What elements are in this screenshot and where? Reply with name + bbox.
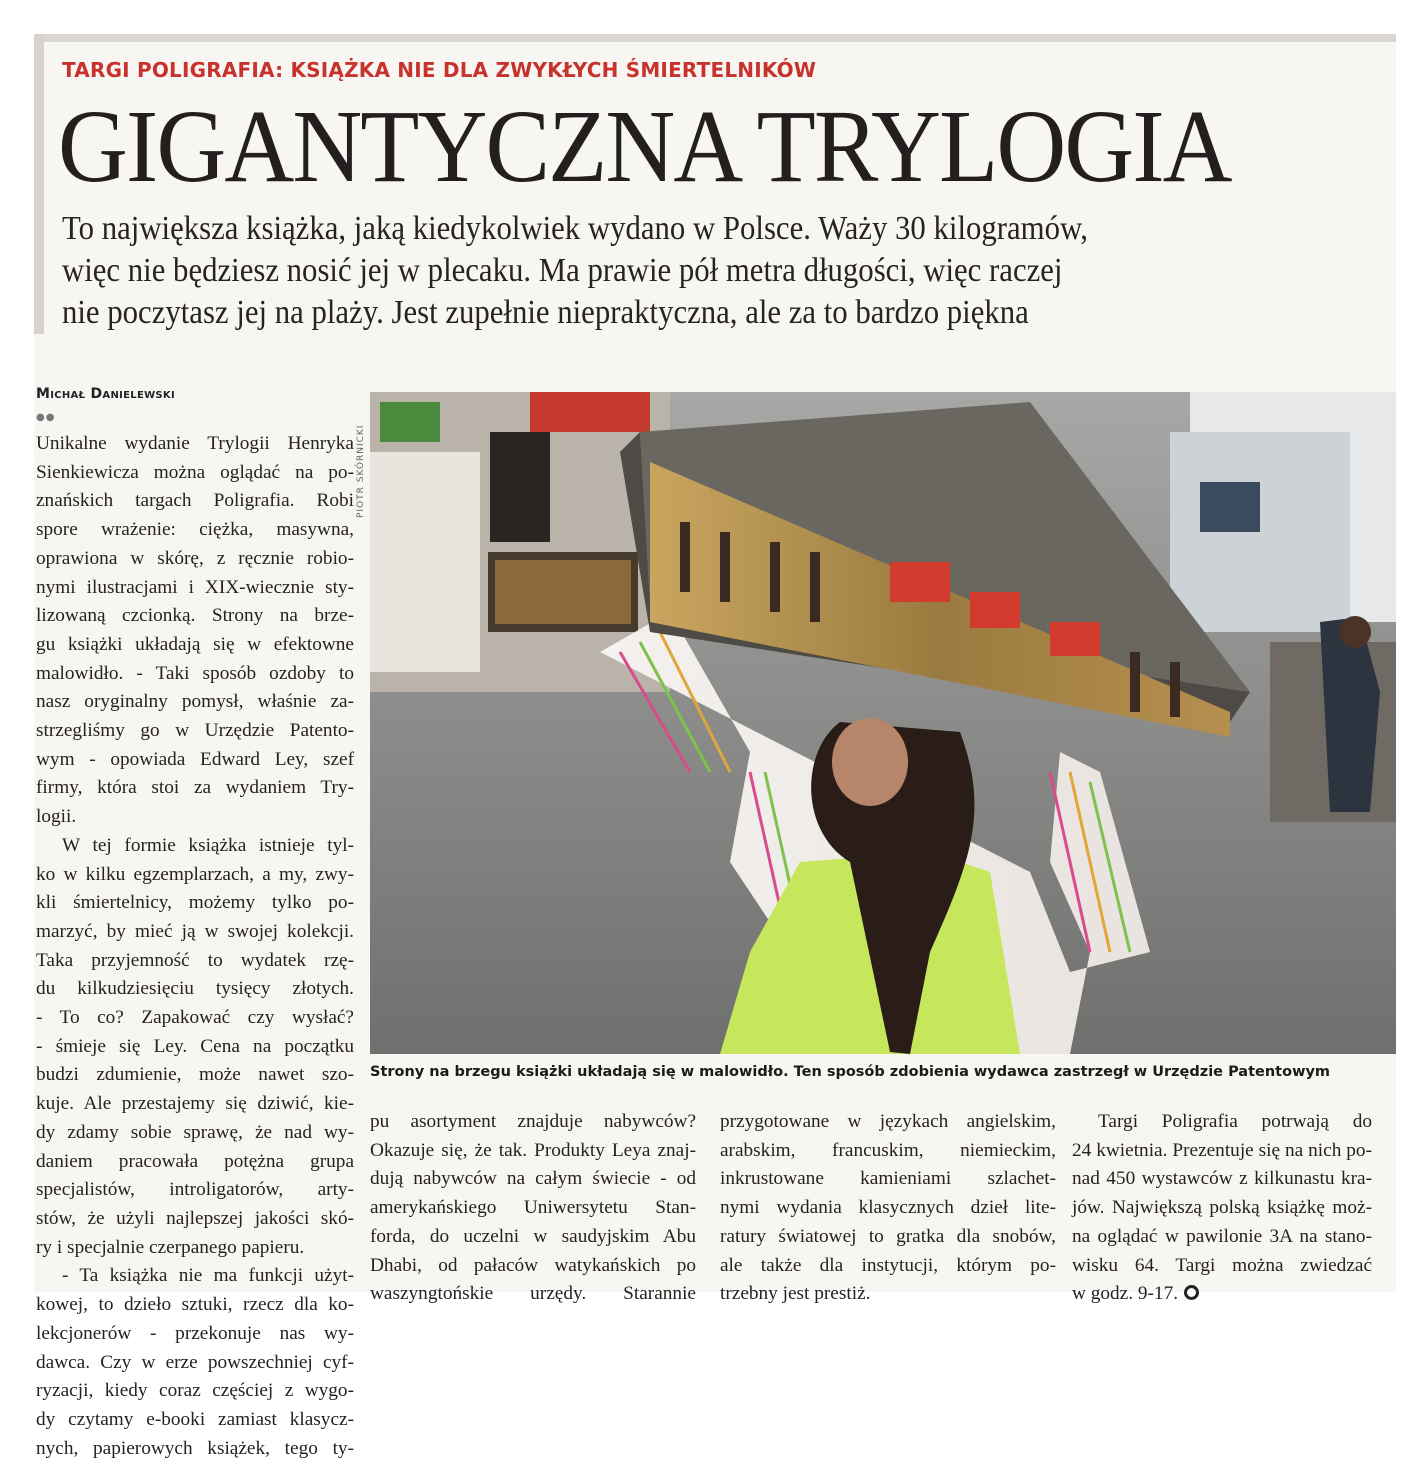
text-line: du kilkudziesięciu tysięcy złotych. [36,978,354,1000]
photo-caption: Strony na brzegu książki układają się w malowidło. Ten sposób zdobienia wydawca zastrzegł w Urzędzie Patentowym [370,1064,1331,1080]
text-line: lizowaną czcionką. Strony na brze- [36,605,354,627]
text-line: ale także dla instytucji, którym po- [720,1254,1056,1276]
text-line: ko w kilku egzemplarzach, a my, zwy- [36,863,354,885]
text-line: nymi ilustracjami i XIX-wiecznie sty- [36,576,354,598]
text-column-3 [720,1108,1056,1309]
article-headline: GIGANTYCZNA TRYLOGIA [58,89,1231,204]
text-line: lekcjonerów - przekonuje nas wy- [36,1322,354,1344]
text-line: trzebny jest prestiż. [720,1283,871,1305]
text-line: stów, że użyli najlepszej jakości skó- [36,1207,354,1229]
text-line: specjalistów, introligatorów, arty- [36,1179,354,1201]
text-line: ry i specjalnie czerpanego papieru. [36,1236,305,1258]
text-column-1 [36,430,354,1463]
text-column-2 [370,1108,696,1309]
text-line: pu asortyment znajduje nabywców? [370,1111,696,1132]
text-line: ryzacji, kiedy coraz częściej z wygo- [36,1380,354,1402]
text-line: w godz. 9-17. [1072,1280,1372,1309]
text-line: jów. Największą polską książkę moż- [1072,1197,1372,1219]
article-photo [370,392,1396,1054]
text-line: na oglądać w pawilonie 3A na stano- [1072,1225,1372,1247]
text-line: Okazuje się, że tak. Produkty Leya znaj- [370,1139,696,1161]
text-line: wym - opowiada Edward Ley, szef [36,748,354,770]
text-line: daniem pracowała potężna grupa [36,1150,354,1172]
byline: Michał Danielewski [36,386,175,402]
text-line: znańskich targach Poligrafia. Robi [36,490,354,512]
text-line: nad 450 wystawców z kilkunastu kra- [1072,1168,1372,1190]
text-line: - To co? Zapakować czy wysłać? [36,1007,354,1029]
text-line: oprawiona w skórę, z ręcznie robio- [36,547,354,569]
text-line: malowidło. - Taki sposób ozdoby to [36,662,354,684]
text-line: Sienkiewicza można oglądać na po- [36,461,354,483]
end-mark-icon [1184,1285,1199,1300]
article-kicker: TARGI POLIGRAFIA: KSIĄŻKA NIE DLA ZWYKŁYCH ŚMIERTELNIKÓW [62,58,817,82]
text-line: nych, papierowych książek, tego ty- [36,1437,354,1459]
text-line: dy zdamy sobie sprawę, że nad wy- [36,1121,354,1143]
text-line: - Ta książka nie ma funkcji użyt- [62,1265,354,1287]
text-line: kli śmiertelnicy, możemy tylko po- [36,892,354,914]
text-line: kowej, to dzieło sztuki, rzecz dla ko- [36,1294,354,1316]
text-line: 24 kwietnia. Prezentuje się na nich po- [1072,1139,1372,1161]
text-line: przygotowane w językach angielskim, [720,1111,1056,1132]
text-line: nasz oryginalny pomysł, właśnie za- [36,691,354,713]
text-line: W tej formie książka istnieje tyl- [62,834,354,856]
text-line: amerykańskiego Uniwersytetu Stan- [370,1197,696,1219]
text-line: marzyć, by mieć ją w swojej kolekcji. [36,920,354,942]
lead-line: To największa książka, jaką kiedykolwiek wydano w Polsce. Waży 30 kilogramów, [62,210,1088,247]
text-line: kuje. Ale przestajemy się dziwić, kie- [36,1093,354,1115]
lead-line: więc nie będziesz nosić jej w plecaku. Ma prawie pół metra długości, więc raczej [62,252,1063,289]
text-line: - śmieje się Ley. Cena na początku [36,1035,354,1057]
text-line: Taka przyjemność to wydatek rzę- [36,949,354,971]
text-line: dy czytamy e-booki zamiast klasycz- [36,1408,354,1430]
photo-credit: PIOTR SKÓRNICKI [356,424,366,518]
top-rule [38,34,1396,42]
text-line: forda, do uczelni w saudyjskim Abu [370,1225,696,1247]
text-line: budzi zdumienie, może nawet szo- [36,1064,354,1086]
text-line: Dhabi, od pałaców watykańskich po [370,1254,696,1276]
text-line: ratury światowej to gratka dla snobów, [720,1225,1056,1247]
text-line: dawca. Czy w erze powszechniej cyf- [36,1351,354,1373]
text-line: waszyngtońskie urzędy. Starannie [370,1283,696,1305]
text-line: Unikalne wydanie Trylogii Henryka [36,433,354,454]
text-line: nymi wydania klasycznych dzieł lite- [720,1197,1056,1219]
byline-dots: ●● [36,412,56,423]
text-line: spore wrażenie: ciężka, masywna, [36,519,354,541]
text-line: arabskim, francuskim, niemieckim, [720,1139,1056,1161]
photo-illustration [370,392,1396,1054]
text-line: strzegliśmy go w Urzędzie Patento- [36,720,354,742]
text-line: logii. [36,806,77,828]
left-rule [34,34,44,334]
text-column-4 [1072,1108,1372,1309]
text-line: Targi Poligrafia potrwają do [1098,1111,1372,1132]
text-line: dują nabywców na całym świecie - od [370,1168,696,1190]
lead-line: nie poczytasz jej na plaży. Jest zupełnie niepraktyczna, ale za to bardzo piękna [62,294,1029,331]
text-line: inkrustowane kamieniami szlachet- [720,1168,1056,1190]
text-line: wisku 64. Targi można zwiedzać [1072,1254,1372,1276]
text-line: gu książki układają się w efektowne [36,633,354,655]
article-lead [62,208,1382,334]
text-line: firmy, która stoi za wydaniem Try- [36,777,354,799]
